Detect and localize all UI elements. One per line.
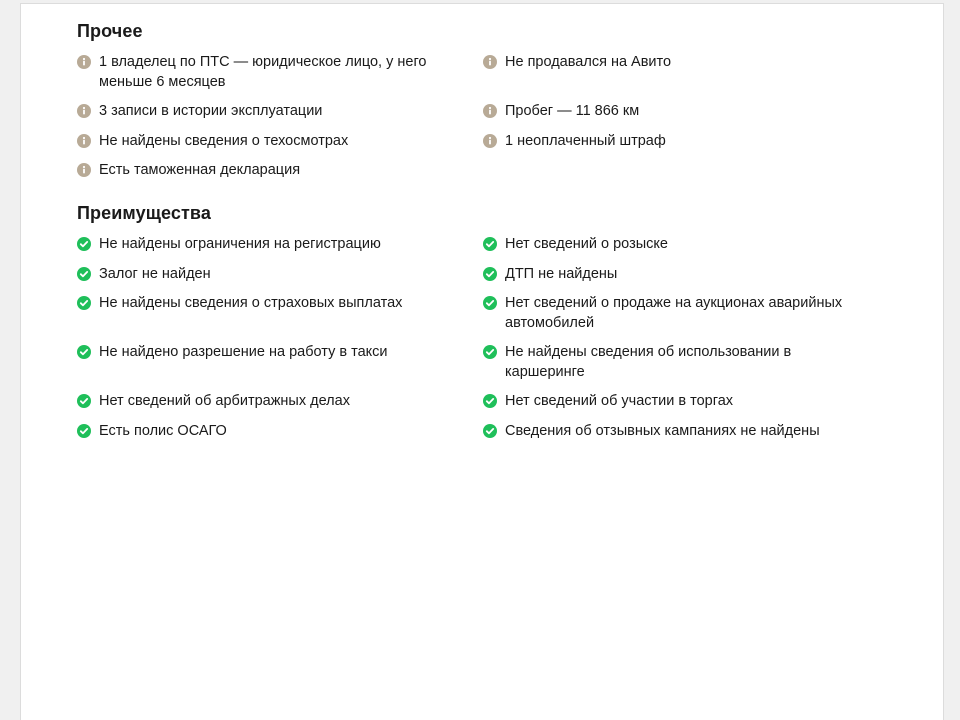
other-item bbox=[483, 102, 877, 122]
item-text: Есть полис ОСАГО bbox=[99, 422, 227, 439]
item-text: 1 неоплаченный штраф bbox=[505, 132, 666, 149]
item-text: 3 записи в истории эксплуатации bbox=[99, 103, 323, 119]
item-text: Нет сведений об арбитражных делах bbox=[99, 393, 350, 409]
other-item bbox=[77, 161, 483, 181]
item-text: Залог не найден bbox=[99, 265, 211, 282]
check-icon bbox=[77, 394, 91, 408]
section-title-other: Прочее bbox=[77, 21, 143, 41]
advantage-item bbox=[77, 235, 483, 255]
other-item bbox=[483, 53, 877, 92]
item-text: Не найдено разрешение на работу в такси bbox=[99, 344, 388, 360]
item-text: 1 владелец по ПТС — юридическое лицо, у него меньше 6 месяцев bbox=[99, 54, 427, 90]
info-icon bbox=[483, 55, 497, 69]
check-icon bbox=[77, 345, 91, 359]
advantage-item bbox=[483, 343, 877, 382]
info-icon bbox=[77, 104, 91, 118]
advantage-item bbox=[77, 392, 483, 412]
advantage-item bbox=[77, 422, 483, 442]
info-icon bbox=[77, 134, 91, 148]
item-text: Нет сведений о розыске bbox=[505, 236, 668, 252]
advantage-item bbox=[483, 294, 877, 333]
item-text: Не найдены сведения о страховых выплатах bbox=[99, 295, 403, 311]
item-text: Не продавался на Авито bbox=[505, 54, 672, 70]
item-text: Нет сведений о продаже на аукционах аварийных автомобилей bbox=[505, 295, 843, 331]
check-icon bbox=[483, 424, 497, 438]
other-item bbox=[77, 102, 483, 122]
check-icon bbox=[483, 296, 497, 310]
item-text: Пробег — 11 866 км bbox=[505, 103, 640, 119]
other-item bbox=[77, 132, 483, 152]
info-icon bbox=[483, 104, 497, 118]
check-icon bbox=[77, 424, 91, 438]
advantages-items-grid bbox=[77, 235, 877, 441]
info-icon bbox=[483, 134, 497, 148]
check-icon bbox=[77, 267, 91, 281]
advantage-item bbox=[483, 265, 877, 285]
section-other bbox=[77, 20, 877, 181]
report-card bbox=[20, 3, 944, 720]
other-item bbox=[77, 53, 483, 92]
check-icon bbox=[483, 267, 497, 281]
item-text: Не найдены сведения об использовании в каршеринге bbox=[505, 344, 792, 380]
item-text: Не найдены сведения о техосмотрах bbox=[99, 132, 349, 149]
item-text: Не найдены ограничения на регистрацию bbox=[99, 236, 381, 252]
advantage-item bbox=[77, 294, 483, 333]
section-advantages bbox=[77, 202, 877, 441]
advantage-item bbox=[483, 392, 877, 412]
check-icon bbox=[77, 237, 91, 251]
item-text: Есть таможенная декларация bbox=[99, 162, 301, 178]
advantage-item bbox=[483, 235, 877, 255]
info-icon bbox=[77, 163, 91, 177]
advantage-item bbox=[77, 265, 483, 285]
check-icon bbox=[483, 237, 497, 251]
advantage-item bbox=[483, 422, 877, 442]
other-item bbox=[483, 132, 877, 152]
item-text: Нет сведений об участии в торгах bbox=[505, 393, 734, 409]
item-text: ДТП не найдены bbox=[505, 265, 618, 282]
check-icon bbox=[483, 345, 497, 359]
check-icon bbox=[77, 296, 91, 310]
check-icon bbox=[483, 394, 497, 408]
advantage-item bbox=[77, 343, 483, 382]
item-text: Сведения об отзывных кампаниях не найдены bbox=[505, 422, 820, 439]
info-icon bbox=[77, 55, 91, 69]
other-items-grid bbox=[77, 53, 877, 181]
section-title-advantages: Преимущества bbox=[77, 203, 211, 223]
